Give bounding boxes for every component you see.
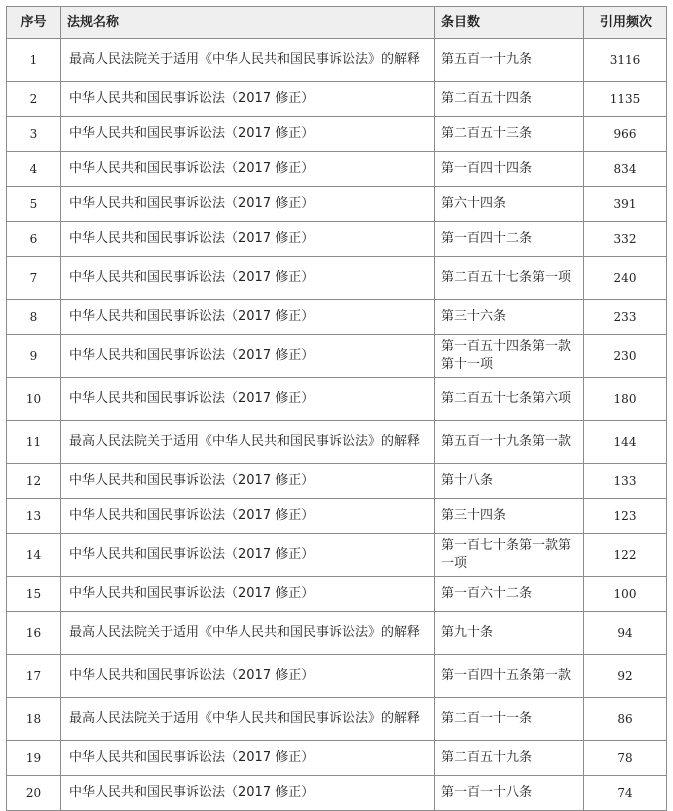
cell-regulation-name: 中华人民共和国民事诉讼法（2017 修正）: [61, 464, 435, 499]
table-row: [7, 378, 667, 421]
cell-citation-frequency: 86: [584, 698, 667, 741]
table-header: [7, 7, 667, 39]
table-row: [7, 741, 667, 776]
cell-article-number: 第二百五十七条第一项: [435, 257, 584, 300]
cell-citation-frequency: 144: [584, 421, 667, 464]
cell-citation-frequency: 123: [584, 499, 667, 534]
table-row: [7, 335, 667, 378]
cell-serial-number: 3: [7, 117, 61, 152]
cell-article-number: 第六十四条: [435, 187, 584, 222]
cell-article-number: 第二百五十九条: [435, 741, 584, 776]
cell-serial-number: 19: [7, 741, 61, 776]
table-row: [7, 612, 667, 655]
cell-regulation-name: 中华人民共和国民事诉讼法（2017 修正）: [61, 499, 435, 534]
cell-serial-number: 4: [7, 152, 61, 187]
cell-article-number: 第二百五十七条第六项: [435, 378, 584, 421]
table-row: [7, 698, 667, 741]
cell-serial-number: 10: [7, 378, 61, 421]
cell-serial-number: 15: [7, 577, 61, 612]
cell-regulation-name: 最高人民法院关于适用《中华人民共和国民事诉讼法》的解释: [61, 698, 435, 741]
cell-regulation-name: 中华人民共和国民事诉讼法（2017 修正）: [61, 257, 435, 300]
cell-serial-number: 2: [7, 82, 61, 117]
table-row: [7, 300, 667, 335]
cell-regulation-name: 中华人民共和国民事诉讼法（2017 修正）: [61, 335, 435, 378]
cell-regulation-name: 中华人民共和国民事诉讼法（2017 修正）: [61, 222, 435, 257]
cell-serial-number: 5: [7, 187, 61, 222]
cell-regulation-name: 中华人民共和国民事诉讼法（2017 修正）: [61, 577, 435, 612]
cell-regulation-name: 中华人民共和国民事诉讼法（2017 修正）: [61, 776, 435, 811]
cell-citation-frequency: 74: [584, 776, 667, 811]
table-row: [7, 499, 667, 534]
cell-regulation-name: 中华人民共和国民事诉讼法（2017 修正）: [61, 117, 435, 152]
cell-citation-frequency: 92: [584, 655, 667, 698]
cell-citation-frequency: 834: [584, 152, 667, 187]
cell-article-number: 第二百五十四条: [435, 82, 584, 117]
cell-citation-frequency: 391: [584, 187, 667, 222]
cell-serial-number: 8: [7, 300, 61, 335]
cell-regulation-name: 最高人民法院关于适用《中华人民共和国民事诉讼法》的解释: [61, 612, 435, 655]
table-row: [7, 187, 667, 222]
cell-regulation-name: 中华人民共和国民事诉讼法（2017 修正）: [61, 300, 435, 335]
cell-serial-number: 11: [7, 421, 61, 464]
cell-regulation-name: 中华人民共和国民事诉讼法（2017 修正）: [61, 534, 435, 577]
cell-serial-number: 9: [7, 335, 61, 378]
cell-citation-frequency: 133: [584, 464, 667, 499]
cell-regulation-name: 最高人民法院关于适用《中华人民共和国民事诉讼法》的解释: [61, 421, 435, 464]
cell-article-number: 第一百四十四条: [435, 152, 584, 187]
cell-regulation-name: 中华人民共和国民事诉讼法（2017 修正）: [61, 655, 435, 698]
cell-serial-number: 16: [7, 612, 61, 655]
table-row: [7, 39, 667, 82]
table-row: [7, 152, 667, 187]
cell-article-number: 第一百一十八条: [435, 776, 584, 811]
cell-serial-number: 7: [7, 257, 61, 300]
table-row: [7, 577, 667, 612]
cell-citation-frequency: 1135: [584, 82, 667, 117]
header-serial-number: 序号: [7, 7, 61, 39]
cell-serial-number: 12: [7, 464, 61, 499]
table-row: [7, 222, 667, 257]
cell-serial-number: 17: [7, 655, 61, 698]
cell-citation-frequency: 233: [584, 300, 667, 335]
cell-article-number: 第五百一十九条第一款: [435, 421, 584, 464]
table-row: [7, 117, 667, 152]
header-regulation-name: 法规名称: [61, 7, 435, 39]
cell-serial-number: 18: [7, 698, 61, 741]
cell-article-number: 第二百五十三条: [435, 117, 584, 152]
cell-regulation-name: 最高人民法院关于适用《中华人民共和国民事诉讼法》的解释: [61, 39, 435, 82]
cell-article-number: 第一百四十二条: [435, 222, 584, 257]
cell-citation-frequency: 3116: [584, 39, 667, 82]
table-body: [7, 39, 667, 811]
cell-citation-frequency: 240: [584, 257, 667, 300]
cell-article-number: 第九十条: [435, 612, 584, 655]
cell-serial-number: 20: [7, 776, 61, 811]
cell-article-number: 第三十六条: [435, 300, 584, 335]
cell-citation-frequency: 100: [584, 577, 667, 612]
table-row: [7, 776, 667, 811]
header-citation-frequency: 引用频次: [584, 7, 667, 39]
table-row: [7, 421, 667, 464]
cell-article-number: 第二百一十一条: [435, 698, 584, 741]
cell-citation-frequency: 180: [584, 378, 667, 421]
cell-citation-frequency: 332: [584, 222, 667, 257]
table-row: [7, 257, 667, 300]
cell-regulation-name: 中华人民共和国民事诉讼法（2017 修正）: [61, 741, 435, 776]
cell-citation-frequency: 78: [584, 741, 667, 776]
cell-serial-number: 6: [7, 222, 61, 257]
cell-citation-frequency: 94: [584, 612, 667, 655]
cell-article-number: 第一百五十四条第一款第十一项: [435, 335, 584, 378]
cell-article-number: 第一百七十条第一款第一项: [435, 534, 584, 577]
table-row: [7, 534, 667, 577]
table-row: [7, 655, 667, 698]
cell-citation-frequency: 966: [584, 117, 667, 152]
cell-regulation-name: 中华人民共和国民事诉讼法（2017 修正）: [61, 82, 435, 117]
cell-regulation-name: 中华人民共和国民事诉讼法（2017 修正）: [61, 378, 435, 421]
cell-serial-number: 14: [7, 534, 61, 577]
cell-regulation-name: 中华人民共和国民事诉讼法（2017 修正）: [61, 152, 435, 187]
cell-article-number: 第一百六十二条: [435, 577, 584, 612]
header-row: [7, 7, 667, 39]
cell-article-number: 第一百四十五条第一款: [435, 655, 584, 698]
header-article-number: 条目数: [435, 7, 584, 39]
cell-citation-frequency: 122: [584, 534, 667, 577]
cell-serial-number: 13: [7, 499, 61, 534]
table-row: [7, 464, 667, 499]
citation-table-container: [6, 6, 666, 811]
cell-citation-frequency: 230: [584, 335, 667, 378]
cell-article-number: 第三十四条: [435, 499, 584, 534]
cell-serial-number: 1: [7, 39, 61, 82]
citation-table: [6, 6, 667, 811]
cell-article-number: 第十八条: [435, 464, 584, 499]
cell-article-number: 第五百一十九条: [435, 39, 584, 82]
table-row: [7, 82, 667, 117]
cell-regulation-name: 中华人民共和国民事诉讼法（2017 修正）: [61, 187, 435, 222]
